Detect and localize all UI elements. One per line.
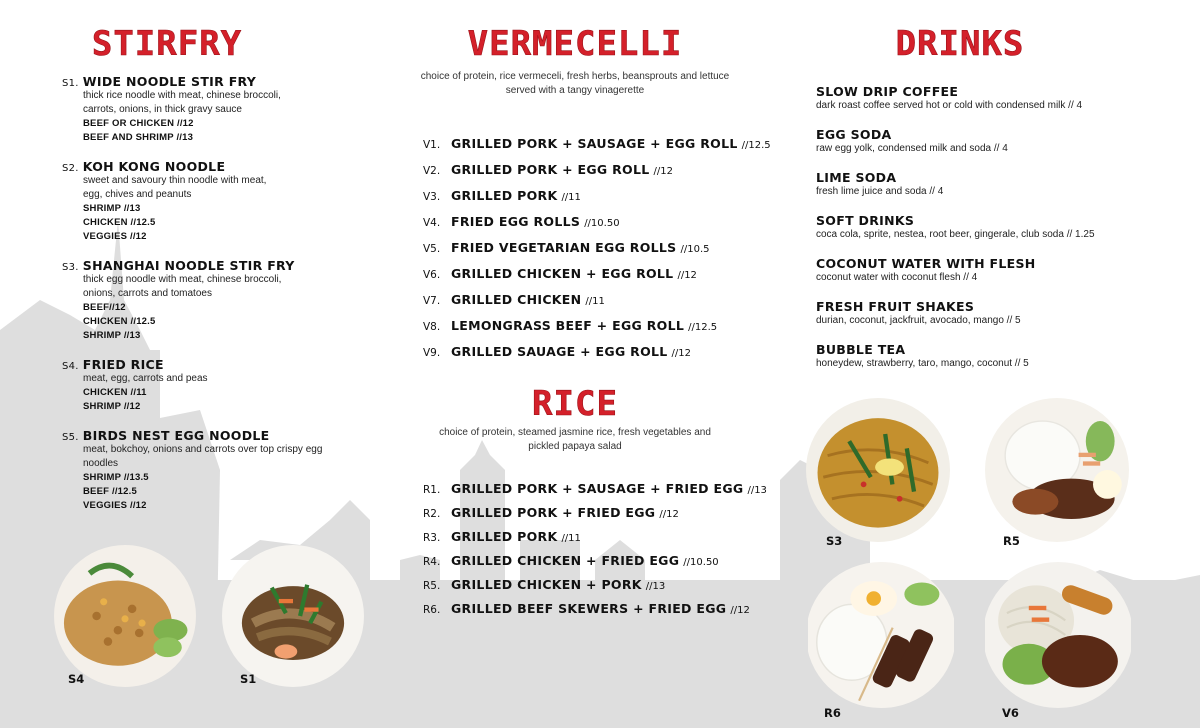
drink-name: FRESH FRUIT SHAKES [816,299,975,314]
item-name: GRILLED PORK [451,529,558,544]
item-name: BIRDS NEST EGG NOODLE [82,428,270,443]
item-price: //12.5 [741,140,771,151]
item-description: sweet and savoury thin noodle with meat, [83,175,267,186]
stirfry-section [62,24,372,513]
item-price: //11 [561,533,581,544]
stirfry-item-title [62,74,372,89]
rice-item [423,505,679,520]
vermicelli-item [423,214,620,229]
drink-description: durian, coconut, jackfruit, avocado, mango // 5 [816,315,1021,326]
item-option-price: SHRIMP //13 [83,203,141,214]
item-code: V5. [423,243,441,255]
item-option-price: CHICKEN //12.5 [83,217,156,228]
vermicelli-item [423,240,710,255]
item-option-price: CHICKEN //12.5 [83,316,156,327]
drinks-section [800,24,1170,64]
drink-item [816,84,1082,113]
item-name: GRILLED SAUAGE + EGG ROLL [451,344,668,359]
item-option-price: CHICKEN //11 [83,387,147,398]
item-name: WIDE NOODLE STIR FRY [82,74,257,89]
item-option-price: BEEF OR CHICKEN //12 [83,118,194,129]
drink-description: dark roast coffee served hot or cold with condensed milk // 4 [816,100,1083,111]
photo-caption-v6: V6 [1002,706,1019,720]
rice-intro [410,426,740,454]
item-name: FRIED VEGETARIAN EGG ROLLS [451,240,677,255]
item-description: onions, carrots and tomatoes [83,288,212,299]
drink-description: raw egg yolk, condensed milk and soda // 4 [816,143,1008,154]
item-option-price: BEEF //12.5 [83,486,137,497]
item-price: //12 [659,509,679,520]
item-code: R1. [423,484,441,496]
drink-description: coconut water with coconut flesh // 4 [816,272,978,283]
rice-item [423,553,719,568]
stirfry-heading: STIRFRY [91,24,243,64]
fried-rice-photo [54,545,196,687]
item-price: //12 [677,270,697,281]
item-code: S4. [62,361,79,372]
stirfry-item [62,74,372,145]
vermicelli-intro [410,70,740,98]
drink-name: LIME SODA [816,170,897,185]
item-name: KOH KONG NOODLE [82,159,226,174]
vermicelli-list [423,136,771,376]
item-price: //12 [653,166,673,177]
vermicelli-item [423,344,691,359]
item-price: //11 [561,192,581,203]
item-name: SHANGHAI NOODLE STIR FRY [82,258,295,273]
drink-description: honeydew, strawberry, taro, mango, coconut // 5 [816,358,1029,369]
vermicelli-item [423,136,771,151]
item-code: R2. [423,508,441,520]
wide-noodle-photo [222,545,364,687]
stirfry-item [62,159,372,244]
stirfry-item [62,428,372,513]
item-option-price: SHRIMP //12 [83,401,141,412]
vermicelli-item [423,188,581,203]
rice-section [410,384,740,454]
item-price: //12.5 [688,322,718,333]
stirfry-list [62,74,372,513]
photo-caption-r5: R5 [1003,534,1020,548]
item-price: //12 [671,348,692,359]
vermicelli-item [423,162,673,177]
item-description: carrots, onions, in thick gravy sauce [83,104,242,115]
item-price: //12 [730,605,750,616]
item-code: S3. [62,262,79,273]
item-code: V2. [423,165,441,177]
item-code: V3. [423,191,441,203]
item-name: GRILLED PORK + SAUSAGE + EGG ROLL [451,136,738,151]
stirfry-item [62,357,372,414]
item-code: V1. [423,139,441,151]
item-option-price: SHRIMP //13.5 [83,472,149,483]
drink-description: coca cola, sprite, nestea, root beer, gingerale, club soda // 1.25 [816,229,1095,240]
item-description: noodles [83,458,119,469]
item-name: FRIED RICE [82,357,164,372]
drink-name: EGG SODA [816,127,892,142]
item-option-price: VEGGIES //12 [83,500,147,511]
rice-list [423,481,767,621]
vermicelli-item [423,292,605,307]
item-name: FRIED EGG ROLLS [451,214,581,229]
item-code: V9. [423,347,441,359]
drink-name: SLOW DRIP COFFEE [816,84,959,99]
item-code: R6. [423,604,441,616]
rice-intro-line: choice of protein, steamed jasmine rice, fresh vegetables and [439,427,711,438]
vermicelli-section [410,24,740,98]
item-name: GRILLED CHICKEN [451,292,582,307]
drink-item [816,299,1021,328]
drink-item [816,170,943,199]
photo-caption-s4: S4 [68,672,85,686]
stirfry-item [62,258,372,343]
item-description: egg, chives and peanuts [83,189,192,200]
item-name: LEMONGRASS BEEF + EGG ROLL [451,318,685,333]
item-name: GRILLED BEEF SKEWERS + FRIED EGG [451,601,727,616]
drink-name: SOFT DRINKS [816,213,915,228]
vermicelli-intro-line: choice of protein, rice vermeceli, fresh herbs, beansprouts and lettuce [420,71,730,82]
item-option-price: SHRIMP //13 [83,330,141,341]
beef-skewers-rice-photo [806,562,956,708]
stirfry-item-title [62,428,372,443]
item-code: R5. [423,580,441,592]
item-price: //10.50 [683,557,719,568]
item-description: meat, egg, carrots and peas [83,373,208,384]
vermicelli-item [423,266,697,281]
stirfry-item-title [62,258,372,273]
item-code: R4. [423,556,441,568]
grilled-chicken-vermicelli-photo [983,562,1133,708]
drinks-heading: DRINKS [895,24,1025,64]
stirfry-item-title [62,357,372,372]
drink-item [816,127,1008,156]
item-code: S1. [62,78,79,89]
drinks-list [816,84,1186,384]
item-price: //13 [747,485,767,496]
drink-item [816,213,1095,242]
rice-heading: RICE [532,384,618,424]
drink-item [816,342,1029,371]
shanghai-noodle-photo [806,398,950,542]
rice-item [423,481,767,496]
item-name: GRILLED CHICKEN + FRIED EGG [451,553,680,568]
item-name: GRILLED PORK [451,188,558,203]
photo-caption-s1: S1 [240,672,257,686]
item-name: GRILLED CHICKEN + PORK [451,577,642,592]
item-description: thick rice noodle with meat, chinese broccoli, [83,90,281,101]
rice-intro-line: pickled papaya salad [528,441,622,452]
drink-name: BUBBLE TEA [816,342,906,357]
item-price: //10.50 [584,218,620,229]
item-code: S5. [62,432,79,443]
drink-description: fresh lime juice and soda // 4 [816,186,944,197]
vermicelli-item [423,318,717,333]
item-option-price: VEGGIES //12 [83,231,147,242]
drink-item [816,256,1036,285]
item-name: GRILLED CHICKEN + EGG ROLL [451,266,674,281]
item-code: V8. [423,321,441,333]
item-code: V4. [423,217,441,229]
item-code: R3. [423,532,441,544]
rice-item [423,601,750,616]
chicken-pork-rice-photo [985,398,1129,542]
item-code: V7. [423,295,441,307]
item-description: thick egg noodle with meat, chinese broccoli, [83,274,282,285]
item-price: //10.5 [680,244,710,255]
vermicelli-intro-line: served with a tangy vinagerette [505,85,645,96]
photo-caption-r6: R6 [824,706,841,720]
item-price: //13 [645,581,666,592]
vermicelli-heading: VERMECELLI [467,24,683,64]
item-description: meat, bokchoy, onions and carrots over top crispy egg [83,444,323,455]
item-code: V6. [423,269,441,281]
item-option-price: BEEF//12 [83,302,126,313]
item-code: S2. [62,163,79,174]
drink-name: COCONUT WATER WITH FLESH [816,256,1036,271]
rice-item [423,529,581,544]
item-name: GRILLED PORK + FRIED EGG [451,505,656,520]
stirfry-item-title [62,159,372,174]
photo-caption-s3: S3 [826,534,843,548]
item-option-price: BEEF AND SHRIMP //13 [83,132,194,143]
item-price: //11 [585,296,605,307]
item-name: GRILLED PORK + EGG ROLL [451,162,650,177]
rice-item [423,577,665,592]
item-name: GRILLED PORK + SAUSAGE + FRIED EGG [451,481,744,496]
